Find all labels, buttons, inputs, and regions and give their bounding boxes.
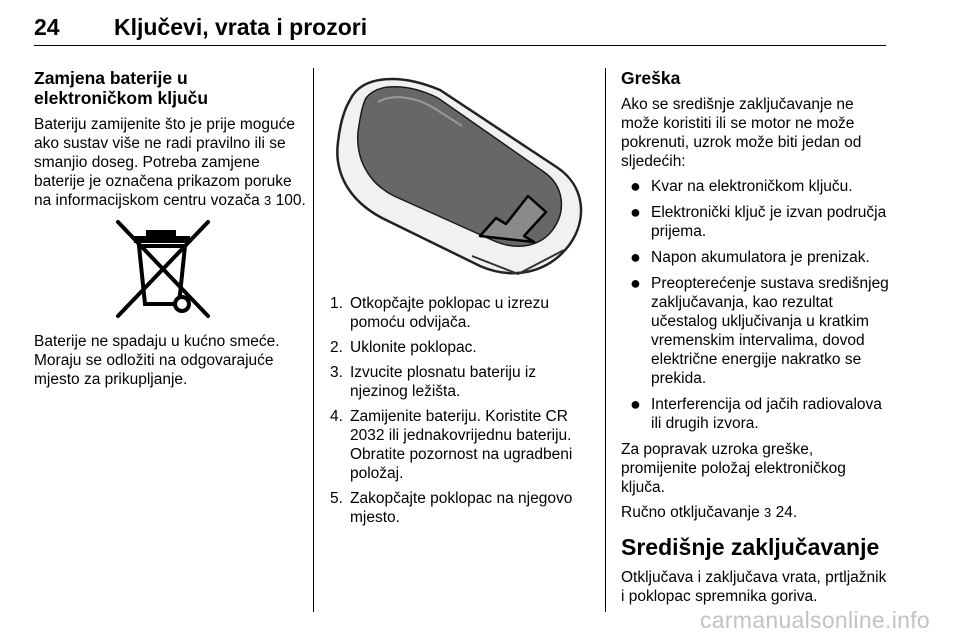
- central-locking-paragraph: Otključava i zaključava vrata, prtljažnik i poklopac spremnika goriva.: [621, 569, 887, 605]
- fault-causes-list: [621, 177, 891, 433]
- bullet-icon: ●: [630, 394, 641, 414]
- fault-intro: Ako se središnje zaključavanje ne može koristiti ili se motor ne može pokrenuti, uzrok može biti jedan od sljedećih:: [621, 96, 862, 170]
- page-header: [34, 10, 886, 46]
- fault-fix-paragraph: Za popravak uzroka greške, promijenite položaj elektroničkog ključa.: [621, 441, 846, 496]
- list-item: 5. Zakopčajte poklopac na njegovo mjesto.: [330, 490, 573, 526]
- column-right: [621, 68, 891, 612]
- watermark: carmanualsonline.info: [699, 607, 930, 633]
- disposal-paragraph: Baterije ne spadaju u kućno smeće. Moraju se odložiti na odgovarajuće mjesto za prikupljanje.: [34, 333, 280, 388]
- battery-paragraph: Bateriju zamijenite što je prije moguće ako sustav više ne radi pravilno ili se smanjio doseg. Potreba zamjene baterije je označena prikazom poruke na informacijskom centru vozača 3 100.: [34, 116, 306, 209]
- bullet-icon: ●: [630, 247, 641, 267]
- crossed-bin-icon: [112, 218, 214, 320]
- list-item: 1. Otkopčajte poklopac u izrezu pomoću odvijača.: [330, 295, 550, 331]
- list-item: ● Kvar na elektroničkom ključu.: [621, 177, 891, 196]
- page-reference: 100.: [275, 192, 306, 209]
- bullet-icon: ●: [630, 202, 641, 222]
- chapter-title: Ključevi, vrata i prozori: [114, 14, 368, 40]
- list-item: ● Interferencija od jačih radiovalova ili drugih izvora.: [621, 395, 891, 433]
- list-item: 4. Zamijenite bateriju. Koristite CR 2032 ili jednakovrijednu bateriju. Obratite pozornost na ugradbeni položaj.: [330, 408, 573, 482]
- list-item: 3. Izvucite plosnatu bateriju iz njezinog ležišta.: [330, 364, 537, 400]
- section-heading-battery: Zamjena baterije u elektroničkom ključu: [34, 68, 209, 108]
- reference-arrow-icon: 3: [764, 505, 772, 520]
- reference-arrow-icon: 3: [264, 193, 272, 208]
- manual-unlock-reference: Ručno otključavanje 3 24.: [621, 504, 798, 521]
- bullet-icon: ●: [630, 176, 641, 196]
- list-item: ● Napon akumulatora je prenizak.: [621, 248, 891, 267]
- page-number: 24: [34, 14, 60, 40]
- column-divider: [313, 68, 314, 612]
- list-item: 2. Uklonite poklopac.: [330, 339, 477, 356]
- column-divider: [605, 68, 606, 612]
- section-heading-central-locking: Središnje zaključavanje: [621, 534, 880, 560]
- list-item: ● Elektronički ključ je izvan područja prijema.: [621, 203, 891, 241]
- column-middle: [330, 68, 592, 533]
- bullet-icon: ●: [630, 273, 641, 293]
- section-heading-fault: Greška: [621, 68, 681, 88]
- column-left: [34, 68, 306, 395]
- list-item: ● Preopterećenje sustava središnjeg zaključavanja, kao rezultat učestalog uključivanja u kratkim vremenskim intervalima, dovod električne energije nakratko se prekida.: [621, 274, 891, 388]
- page-reference: 24.: [775, 504, 798, 521]
- battery-steps-list: [330, 294, 592, 527]
- key-fob-image: [322, 68, 592, 280]
